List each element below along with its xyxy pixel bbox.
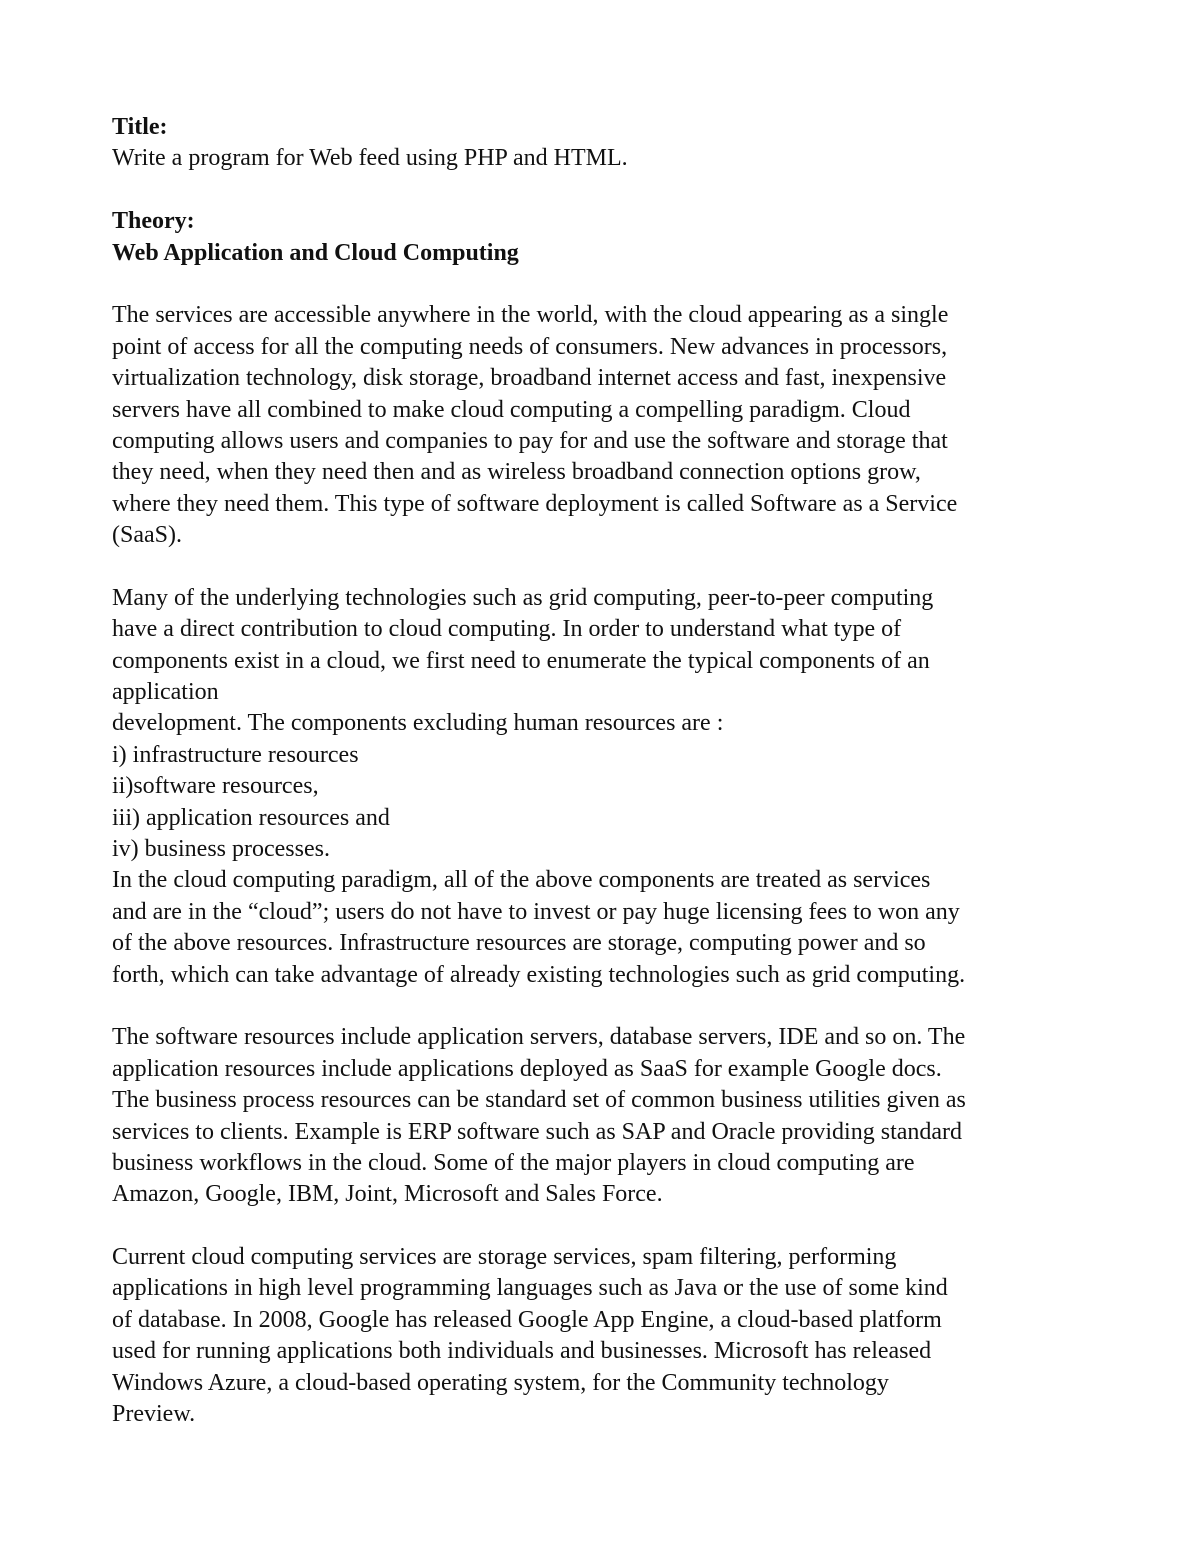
- text-line: Windows Azure, a cloud-based operating system, for the Community technology: [112, 1369, 889, 1396]
- paragraph-4: [112, 1242, 1102, 1430]
- text-line: services to clients. Example is ERP software such as SAP and Oracle providing standard: [112, 1118, 963, 1145]
- paragraph-1: [112, 300, 1102, 551]
- list-item: ii)software resources,: [112, 773, 319, 800]
- text-line: point of access for all the computing needs of consumers. New advances in processors,: [112, 333, 948, 360]
- text-line: The software resources include application servers, database servers, IDE and so on. The: [112, 1024, 966, 1051]
- text-line: Many of the underlying technologies such as grid computing, peer-to-peer computing: [112, 584, 934, 611]
- text-line: of database. In 2008, Google has released Google App Engine, a cloud-based platform: [112, 1306, 942, 1333]
- text-line: of the above resources. Infrastructure resources are storage, computing power and so: [112, 930, 926, 957]
- text-line: The business process resources can be standard set of common business utilities given as: [112, 1087, 966, 1114]
- text-line: application resources include applications deployed as SaaS for example Google docs.: [112, 1055, 942, 1082]
- spacer: [112, 991, 1102, 1022]
- title-label: Title:: [112, 114, 168, 140]
- text-line: forth, which can take advantage of already existing technologies such as grid computing.: [112, 961, 966, 988]
- text-line: (SaaS).: [112, 522, 182, 549]
- text-line: business workflows in the cloud. Some of the major players in cloud computing are: [112, 1149, 915, 1176]
- text-line: computing allows users and companies to pay for and use the software and storage that: [112, 427, 948, 454]
- paragraph-2: [112, 583, 1102, 991]
- text-line: used for running applications both individuals and businesses. Microsoft has released: [112, 1338, 932, 1365]
- section-heading: Web Application and Cloud Computing: [112, 239, 519, 266]
- spacer: [112, 175, 1102, 206]
- text-line: development. The components excluding human resources are :: [112, 710, 724, 737]
- text-line: they need, when they need then and as wireless broadband connection options grow,: [112, 459, 921, 486]
- text-line: and are in the “cloud”; users do not have to invest or pay huge licensing fees to won any: [112, 898, 960, 925]
- text-line: Current cloud computing services are storage services, spam filtering, performing: [112, 1244, 897, 1271]
- list-item: iii) application resources and: [112, 804, 390, 831]
- spacer: [112, 1211, 1102, 1242]
- text-line: Amazon, Google, IBM, Joint, Microsoft and Sales Force.: [112, 1181, 663, 1208]
- list-item: iv) business processes.: [112, 835, 330, 862]
- list-item: i) infrastructure resources: [112, 741, 359, 768]
- text-line: components exist in a cloud, we first need to enumerate the typical components of an: [112, 647, 930, 674]
- text-line: have a direct contribution to cloud computing. In order to understand what type of: [112, 616, 902, 643]
- document-page: [112, 112, 1102, 1430]
- spacer: [112, 551, 1102, 582]
- text-line: applications in high level programming languages such as Java or the use of some kind: [112, 1275, 948, 1302]
- text-line: servers have all combined to make cloud computing a compelling paradigm. Cloud: [112, 396, 911, 423]
- text-line: application: [112, 679, 219, 706]
- text-line: where they need them. This type of software deployment is called Software as a Service: [112, 490, 958, 517]
- text-line: virtualization technology, disk storage, broadband internet access and fast, inexpensive: [112, 365, 947, 392]
- spacer: [112, 269, 1102, 300]
- text-line: Preview.: [112, 1401, 196, 1428]
- title-text: Write a program for Web feed using PHP and HTML.: [112, 145, 628, 172]
- text-line: In the cloud computing paradigm, all of the above components are treated as services: [112, 867, 931, 894]
- theory-label: Theory:: [112, 208, 195, 235]
- text-line: The services are accessible anywhere in the world, with the cloud appearing as a single: [112, 302, 949, 329]
- paragraph-3: [112, 1022, 1102, 1210]
